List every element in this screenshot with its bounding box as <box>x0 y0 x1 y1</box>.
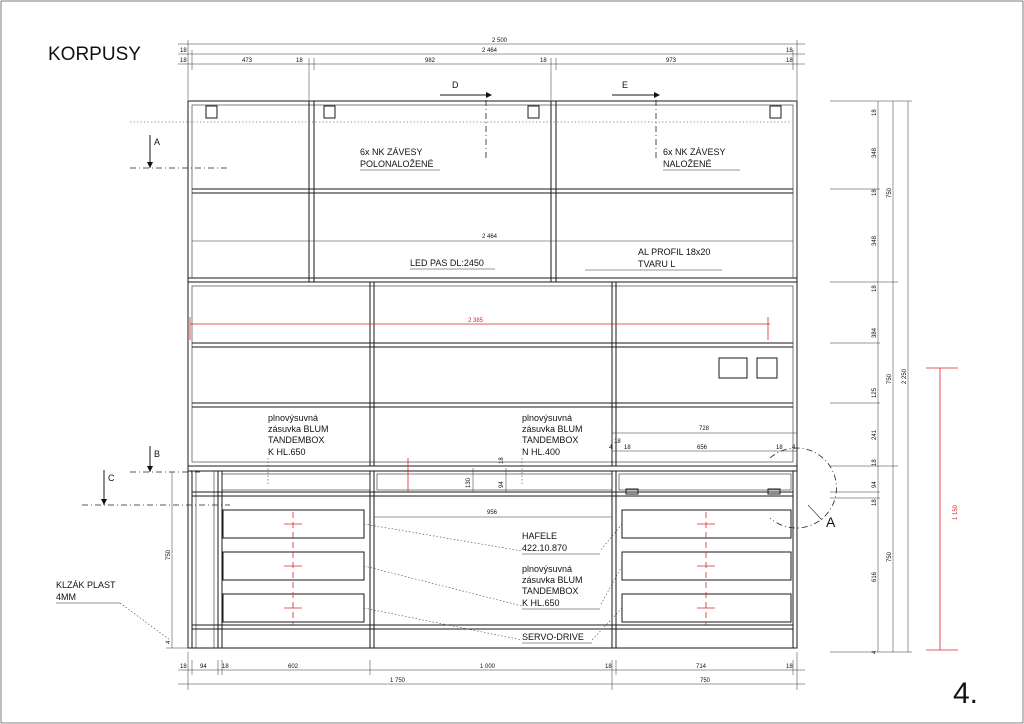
dim-bottom-6: 18 <box>605 664 612 670</box>
dim-inner-width: 2 464 <box>482 48 498 54</box>
dim-left-4: 4 <box>166 640 172 644</box>
section-label-b: B <box>154 449 161 459</box>
dim-edge-mid-2: 18 <box>540 58 547 64</box>
dim-chain-11: 18 <box>872 499 878 506</box>
dim-red-width: 2 385 <box>468 318 484 324</box>
dim-right-tiny-2: 4 <box>792 445 796 451</box>
note-drawer-650-top-1: plnovýsuvná <box>268 413 319 423</box>
section-mark-d <box>440 92 492 160</box>
note-hinges-full-1: 6x NK ZÁVESY <box>663 147 726 157</box>
sheet-border <box>1 1 1023 723</box>
dim-chain-3: 18 <box>872 189 878 196</box>
dim-bottom-2: 94 <box>200 664 207 670</box>
dim-h130: 130 <box>466 477 472 488</box>
dim-chain-10: 94 <box>872 481 878 488</box>
dim-group-low: 750 <box>887 551 893 562</box>
dim-chain-7: 125 <box>872 387 878 398</box>
note-led: LED PAS DL:2450 <box>410 258 484 268</box>
dim-edge-right-2: 18 <box>786 58 793 64</box>
dim-overall-width: 2 500 <box>492 38 508 44</box>
drawing-title: KORPUSY <box>48 44 141 65</box>
dim-bottom-7: 714 <box>696 664 707 670</box>
note-drawer-400-2: zásuvka BLUM <box>522 424 583 434</box>
note-drawer-650-top-3: TANDEMBOX <box>268 435 325 445</box>
dim-group-mid: 750 <box>887 373 893 384</box>
section-label-a: A <box>154 137 161 147</box>
note-hinges-half-2: POLONALOŽENÉ <box>360 159 434 169</box>
dim-segment-2: 982 <box>425 58 436 64</box>
note-drawer-650-low-3: TANDEMBOX <box>522 586 579 596</box>
dim-segment-3: 973 <box>666 58 677 64</box>
section-label-e: E <box>622 80 629 90</box>
dim-edge-left-1: 18 <box>180 48 187 54</box>
section-mark-e <box>612 92 660 160</box>
section-mark-c <box>82 470 230 505</box>
note-drawer-650-low-2: zásuvka BLUM <box>522 575 583 585</box>
section-label-d: D <box>452 80 459 90</box>
dim-right-tiny-1: 4 <box>609 445 613 451</box>
dim-right-edge-2: 18 <box>624 445 631 451</box>
dim-chain-2: 348 <box>872 147 878 158</box>
leader-lines <box>364 524 622 640</box>
dim-bottom-5: 1 000 <box>480 664 496 670</box>
dim-chain-6: 384 <box>872 327 878 338</box>
dim-total-height: 2 250 <box>902 368 908 384</box>
note-glide-2: 4MM <box>56 592 76 602</box>
note-hinges-full-2: NALOŽENÉ <box>663 159 712 169</box>
dim-chain-9: 18 <box>872 459 878 466</box>
dim-shelf-width: 2 464 <box>482 234 498 240</box>
note-drawer-650-low-4: K HL.650 <box>522 598 560 608</box>
note-drawer-650-low-1: plnovýsuvná <box>522 564 573 574</box>
dim-right-block: 728 <box>699 426 710 432</box>
dim-chain-12: 616 <box>872 571 878 582</box>
dim-edge-mid-1: 18 <box>296 58 303 64</box>
dim-h18: 18 <box>499 457 505 464</box>
dim-segment-1: 473 <box>242 58 253 64</box>
dim-bottom-1: 18 <box>180 664 187 670</box>
dim-edge-left-2: 18 <box>180 58 187 64</box>
dim-right-edge-3: 18 <box>776 445 783 451</box>
dim-right-inner: 656 <box>697 445 708 451</box>
note-al-profile-2: TVARU L <box>638 259 676 269</box>
right-dimension-lines <box>830 101 912 652</box>
note-drawer-400-4: N HL.400 <box>522 447 561 457</box>
note-glide-1: KLZÁK PLAST <box>56 580 116 590</box>
note-drawer-650-top-4: K HL.650 <box>268 447 306 457</box>
note-drawer-650-top-2: zásuvka BLUM <box>268 424 329 434</box>
dim-bottom-total-1: 1 750 <box>390 678 406 684</box>
note-drawer-400-1: plnovýsuvná <box>522 413 573 423</box>
dim-bottom-8: 18 <box>786 664 793 670</box>
note-hafele-2: 422.10.870 <box>522 543 568 553</box>
dim-middle-span: 956 <box>487 510 498 516</box>
section-label-c: C <box>108 473 115 483</box>
section-mark-b <box>130 446 200 472</box>
detail-label-a: A <box>826 514 836 530</box>
dim-bottom-3: 18 <box>222 664 229 670</box>
dim-right-edge-1: 18 <box>614 439 621 445</box>
dim-chain-13: 4 <box>872 650 878 654</box>
note-servo: SERVO-DRIVE <box>522 632 584 642</box>
note-hinges-half-1: 6x NK ZÁVESY <box>360 147 423 157</box>
dim-chain-1: 18 <box>872 109 878 116</box>
bottom-dimensions <box>178 652 805 690</box>
page-number: 4. <box>953 677 979 710</box>
dim-group-upper: 750 <box>887 187 893 198</box>
note-hafele-1: HAFELE <box>522 531 558 541</box>
section-mark-a <box>130 135 230 168</box>
dim-left-750: 750 <box>166 549 172 560</box>
dim-red-total: 1 150 <box>953 504 959 520</box>
dim-chain-4: 348 <box>872 235 878 246</box>
note-al-profile-1: AL PROFIL 18x20 <box>638 247 711 257</box>
dim-edge-right-1: 18 <box>786 48 793 54</box>
note-drawer-400-3: TANDEMBOX <box>522 435 579 445</box>
dim-chain-8: 241 <box>872 429 878 440</box>
dim-bottom-total-2: 750 <box>700 678 711 684</box>
dim-h94: 94 <box>499 481 505 488</box>
dim-chain-5: 18 <box>872 285 878 292</box>
dim-bottom-4: 602 <box>288 664 299 670</box>
